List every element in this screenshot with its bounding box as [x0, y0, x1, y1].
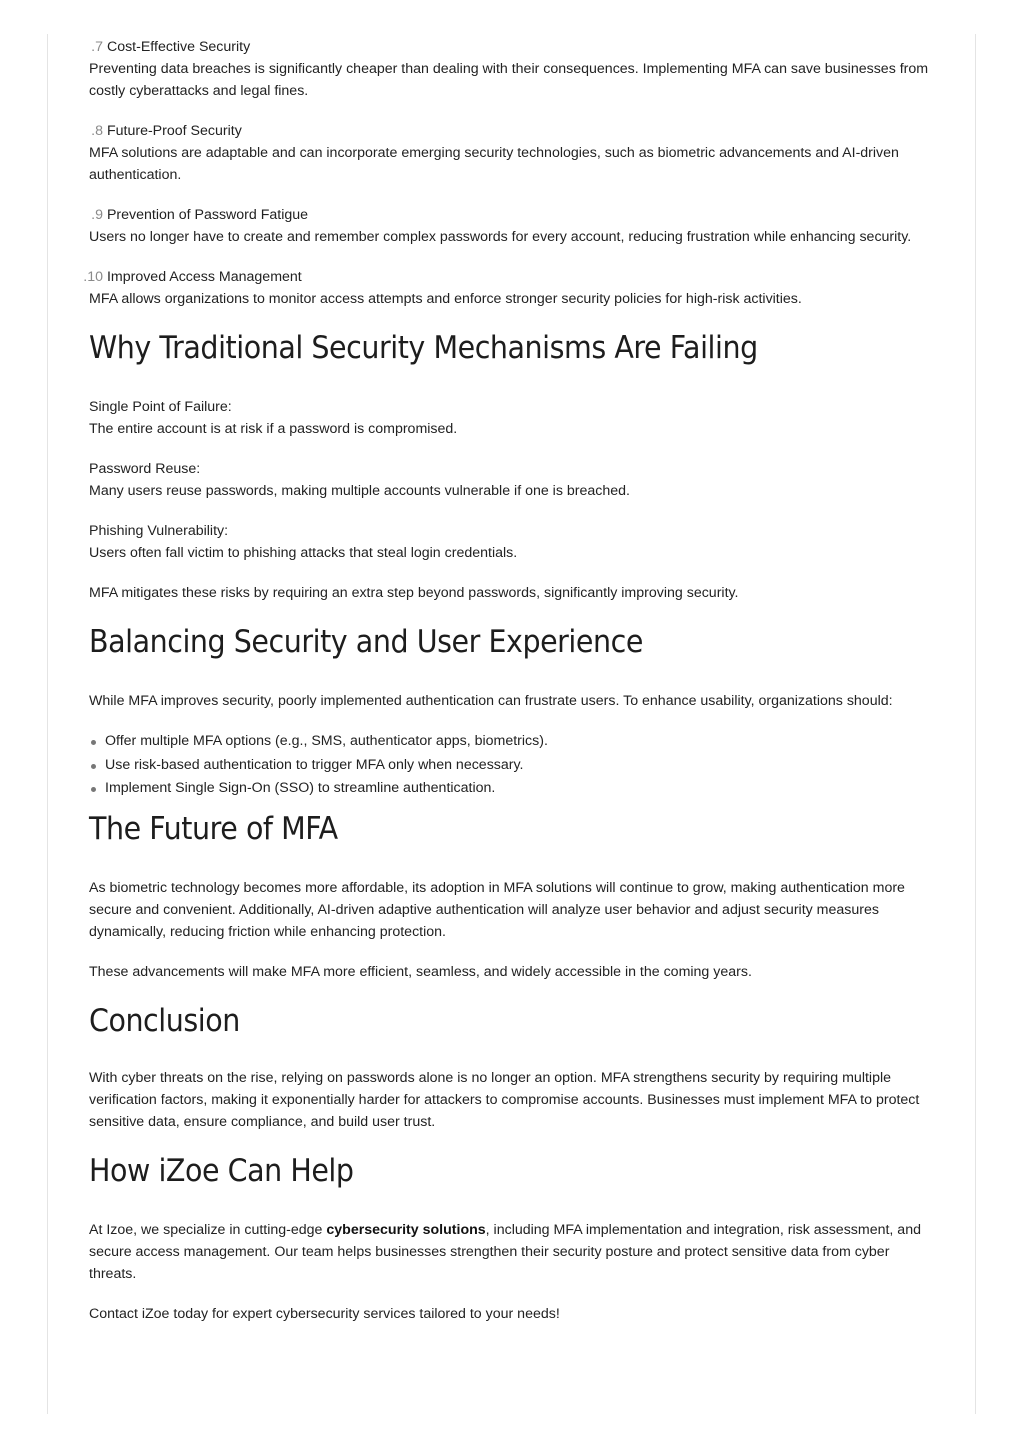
benefit-title-line — [89, 120, 935, 142]
future-paragraph: These advancements will make MFA more efficient, seamless, and widely accessible in the coming years. — [89, 963, 752, 980]
benefit-item — [89, 120, 935, 186]
balance-intro: While MFA improves security, poorly implemented authentication can frustrate users. To enhance usability, organizations should: — [89, 693, 893, 709]
benefit-title-line — [83, 266, 935, 288]
cybersecurity-solutions-link[interactable]: cybersecurity solutions — [326, 1221, 486, 1238]
why-item — [89, 396, 935, 440]
why-term: Phishing Vulnerability: — [89, 523, 229, 539]
page-border-left — [47, 34, 48, 1414]
why-item — [89, 520, 935, 564]
benefit-title: Future-Proof Security — [106, 123, 242, 139]
help-text-end: , including MFA implementation and integration, risk assessment, and secure access management. Our team helps businesses strengthen their security posture and protect sensitive data from cyber threats. — [89, 1221, 921, 1282]
article-content — [83, 36, 935, 1343]
section-heading-balance: Balancing Security and User Experience — [89, 624, 643, 660]
benefit-number: 7. — [91, 39, 103, 55]
benefit-title: Prevention of Password Fatigue — [106, 207, 309, 223]
section-heading-why: Why Traditional Security Mechanisms Are Failing — [89, 330, 758, 366]
why-item — [89, 458, 935, 502]
benefit-description: Users no longer have to create and remember complex passwords for every account, reducing frustration while enhancing security. — [89, 229, 912, 245]
benefit-number: 10. — [83, 269, 103, 285]
list-item: Use risk-based authentication to trigger MFA only when necessary. — [89, 754, 935, 778]
section-heading-conclusion: Conclusion — [89, 1002, 240, 1039]
page-border-right — [975, 34, 976, 1414]
benefit-item — [89, 36, 935, 102]
help-text-start: At Izoe, we specialize in cutting-edge — [89, 1221, 327, 1238]
benefit-item — [89, 204, 935, 248]
list-item: Implement Single Sign-On (SSO) to streamline authentication. — [89, 777, 935, 801]
why-summary: MFA mitigates these risks by requiring an extra step beyond passwords, significantly improving security. — [89, 585, 739, 601]
future-paragraph: As biometric technology becomes more affordable, its adoption in MFA solutions will continue to grow, making authentication more secure and convenient. Additionally, AI-driven adaptive authentication will analyze user behavior and adjust security measures dynamically, reducing friction while enhancing protection. — [89, 879, 905, 940]
why-description: Many users reuse passwords, making multiple accounts vulnerable if one is breached. — [89, 483, 630, 499]
why-term: Single Point of Failure: — [89, 399, 232, 415]
benefit-title-line — [89, 204, 935, 226]
benefit-description: MFA allows organizations to monitor access attempts and enforce stronger security policies for high-risk activities. — [89, 291, 802, 307]
why-term: Password Reuse: — [89, 461, 201, 477]
benefit-title-line — [89, 36, 935, 58]
benefit-title: Cost-Effective Security — [106, 39, 251, 55]
benefit-number: 9. — [91, 207, 103, 223]
contact-paragraph: Contact iZoe today for expert cybersecurity services tailored to your needs! — [89, 1305, 560, 1322]
section-heading-future: The Future of MFA — [89, 810, 338, 847]
why-description: The entire account is at risk if a password is compromised. — [89, 421, 458, 437]
list-item: Offer multiple MFA options (e.g., SMS, authenticator apps, biometrics). — [89, 730, 935, 754]
balance-list — [89, 730, 935, 801]
why-description: Users often fall victim to phishing attacks that steal login credentials. — [89, 545, 518, 561]
benefit-description: MFA solutions are adaptable and can incorporate emerging security technologies, such as biometric advancements and AI-driven authentication. — [89, 145, 899, 183]
section-heading-help: How iZoe Can Help — [89, 1152, 354, 1189]
benefit-title: Improved Access Management — [106, 269, 302, 285]
help-paragraph — [89, 1219, 935, 1285]
benefit-number: 8. — [91, 123, 103, 139]
conclusion-paragraph: With cyber threats on the rise, relying on passwords alone is no longer an option. MFA strengthens security by requiring multiple verification factors, making it exponentially harder for attackers to compromise accounts. Businesses must implement MFA to protect sensitive data, ensure compliance, and build user trust. — [89, 1069, 920, 1130]
benefit-description: Preventing data breaches is significantly cheaper than dealing with their consequences. Implementing MFA can save businesses from costly cyberattacks and legal fines. — [89, 61, 929, 99]
benefit-item — [83, 266, 935, 310]
